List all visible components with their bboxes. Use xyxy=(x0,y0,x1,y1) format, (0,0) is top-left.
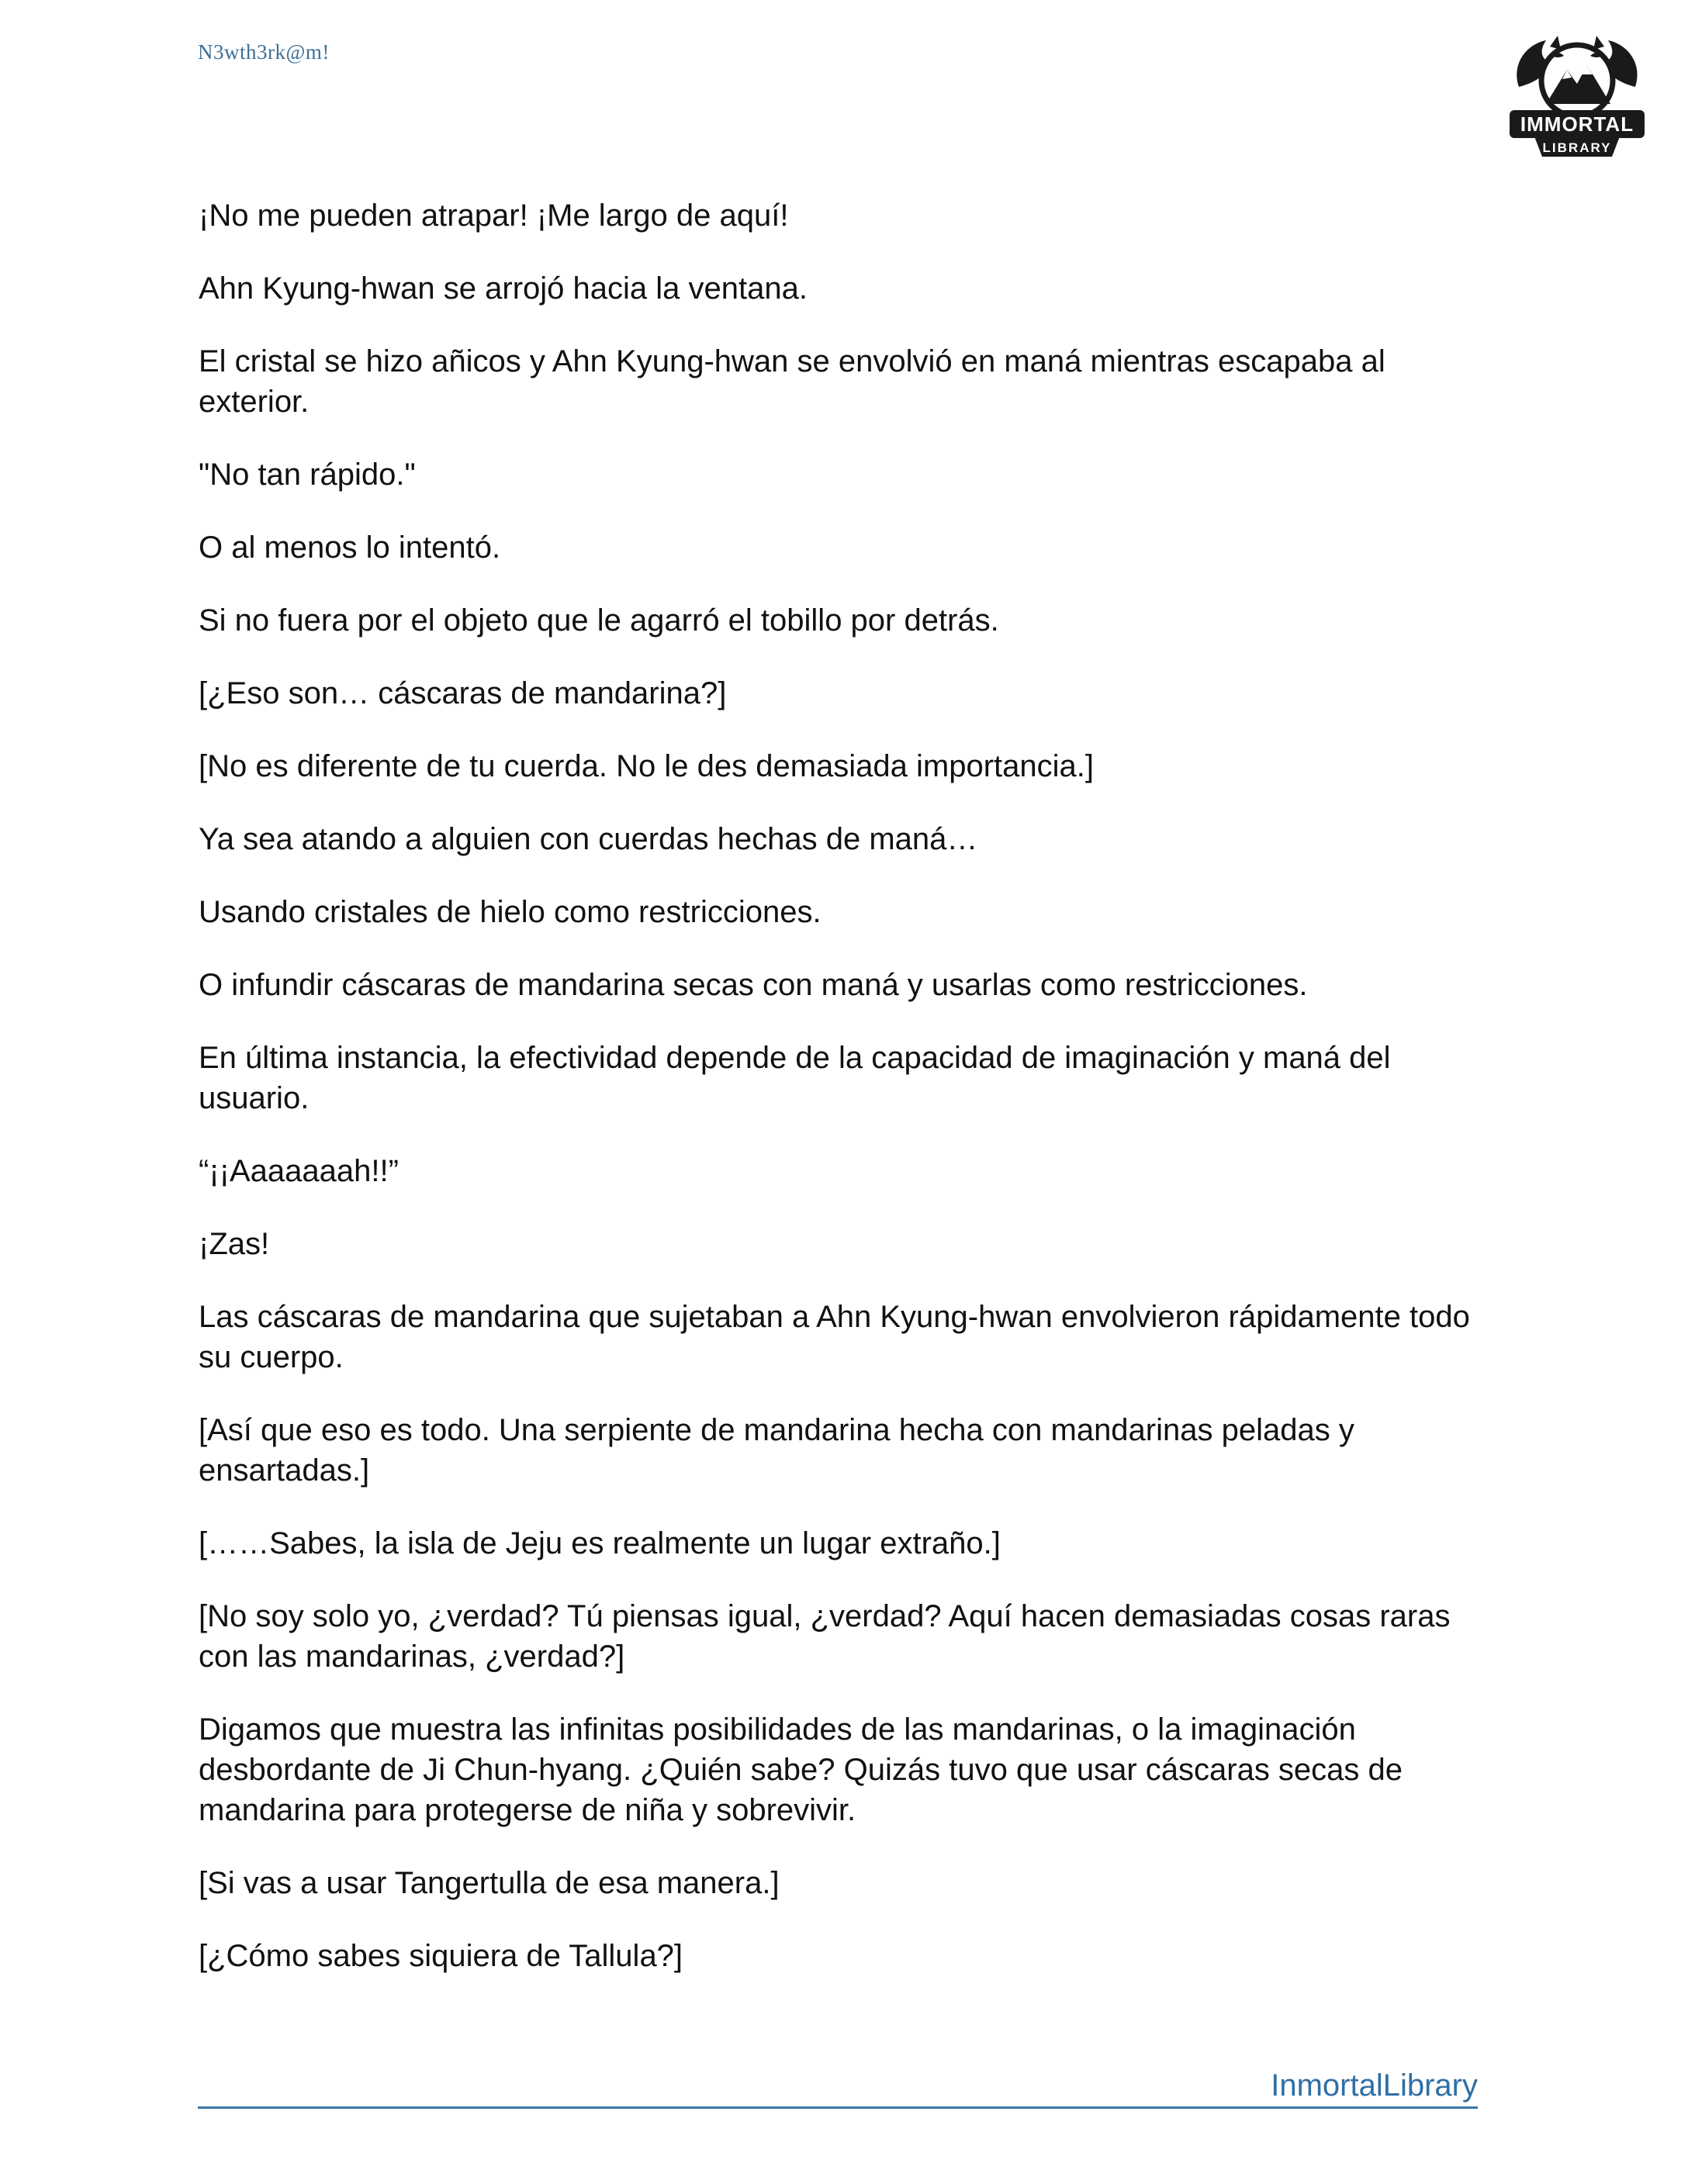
logo-line2: LIBRARY xyxy=(1542,140,1612,155)
paragraph: "No tan rápido." xyxy=(199,458,416,492)
paragraph: “¡¡Aaaaaaah!!” xyxy=(199,1154,399,1188)
paragraph: [……Sabes, la isla de Jeju es realmente un lugar extraño.] xyxy=(199,1526,1001,1560)
header-tag: N3wth3rk@m! xyxy=(198,40,330,64)
paragraph: [Si vas a usar Tangertulla de esa manera.] xyxy=(199,1866,780,1900)
chapter-body xyxy=(199,195,1502,2009)
paragraph: ¡Zas! xyxy=(199,1227,270,1261)
immortal-library-logo xyxy=(1503,33,1651,161)
paragraph: En última instancia, la efectividad depende de la capacidad de imaginación y maná del usuario. xyxy=(199,1041,1391,1115)
paragraph: Usando cristales de hielo como restricciones. xyxy=(199,895,822,929)
footer xyxy=(198,2063,1478,2109)
paragraph: Ahn Kyung-hwan se arrojó hacia la ventana. xyxy=(199,271,808,306)
paragraph: Digamos que muestra las infinitas posibilidades de las mandarinas, o la imaginación desbordante de Ji Chun-hyang. ¿Quién sabe? Quizás tuvo que usar cáscaras secas de mandarina para protegerse de niña y sobrevivir. xyxy=(199,1712,1403,1827)
paragraph: [Así que eso es todo. Una serpiente de mandarina hecha con mandarinas peladas y ensartadas.] xyxy=(199,1413,1354,1488)
paragraph: [No soy solo yo, ¿verdad? Tú piensas igual, ¿verdad? Aquí hacen demasiadas cosas raras con las mandarinas, ¿verdad?] xyxy=(199,1599,1451,1674)
logo-line1: IMMORTAL xyxy=(1520,112,1634,136)
paragraph: El cristal se hizo añicos y Ahn Kyung-hwan se envolvió en maná mientras escapaba al exterior. xyxy=(199,344,1385,419)
paragraph: [¿Cómo sabes siquiera de Tallula?] xyxy=(199,1939,683,1973)
paragraph: ¡No me pueden atrapar! ¡Me largo de aquí! xyxy=(199,199,789,233)
paragraph: Las cáscaras de mandarina que sujetaban a Ahn Kyung-hwan envolvieron rápidamente todo su cuerpo. xyxy=(199,1300,1470,1374)
paragraph: [No es diferente de tu cuerda. No le des demasiada importancia.] xyxy=(199,749,1094,783)
paragraph: O infundir cáscaras de mandarina secas con maná y usarlas como restricciones. xyxy=(199,968,1308,1002)
paragraph: Si no fuera por el objeto que le agarró el tobillo por detrás. xyxy=(199,603,999,638)
footer-link[interactable]: InmortalLibrary xyxy=(1271,2068,1478,2103)
dragon-mountain-emblem-icon xyxy=(1503,33,1651,161)
paragraph: [¿Eso son… cáscaras de mandarina?] xyxy=(199,676,727,710)
paragraph: O al menos lo intentó. xyxy=(199,530,501,565)
paragraph: Ya sea atando a alguien con cuerdas hechas de maná… xyxy=(199,822,978,856)
